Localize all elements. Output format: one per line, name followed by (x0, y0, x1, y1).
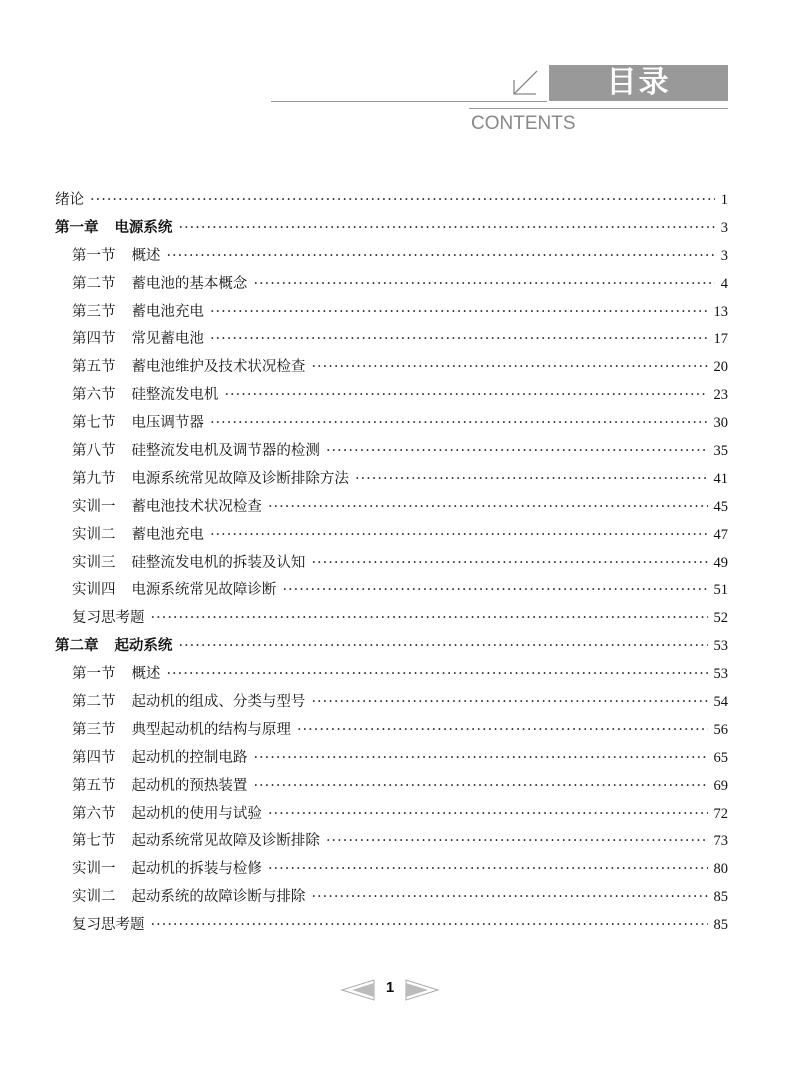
toc-entry-title: 蓄电池的基本概念 (131, 275, 248, 292)
page-footer (340, 977, 440, 1003)
leader-dots (311, 694, 707, 710)
toc-entry-title: 蓄电池维护及技术状况检查 (131, 359, 306, 376)
leader-dots (210, 415, 708, 431)
toc-entry-label: 实训三 (72, 554, 116, 571)
leader-dots (355, 471, 708, 487)
toc-entry-page: 45 (713, 498, 728, 515)
leader-dots (151, 917, 708, 933)
toc-entry[interactable] (55, 327, 728, 355)
toc-entry-page: 52 (713, 610, 728, 627)
toc-entry[interactable] (55, 746, 728, 774)
toc-entry-label: 第三节 (72, 721, 116, 738)
toc-entry[interactable] (55, 718, 728, 746)
toc-entry-page: 72 (713, 805, 728, 822)
toc-entry-page: 69 (713, 777, 728, 794)
toc-entry[interactable] (55, 355, 728, 383)
leader-dots (178, 638, 707, 654)
toc-entry-title: 起动机的组成、分类与型号 (131, 694, 306, 711)
toc-entry-label: 第四节 (72, 749, 116, 766)
toc-entry-title: 常见蓄电池 (131, 331, 204, 348)
toc-entry-label: 第二节 (72, 275, 116, 292)
toc-entry-page: 35 (713, 443, 728, 460)
leader-dots (151, 610, 708, 626)
page-subtitle: CONTENTS (471, 113, 576, 134)
leader-dots (210, 304, 708, 320)
toc-entry-label: 第七节 (72, 833, 116, 850)
toc-entry-label: 第六节 (72, 805, 116, 822)
leader-dots (166, 248, 714, 264)
leader-dots (311, 889, 707, 905)
arrow-decoration-icon (510, 68, 540, 98)
toc-entry-label: 第一章 (55, 218, 99, 236)
toc-entry[interactable] (55, 634, 728, 662)
toc-entry-title: 电源系统常见故障及诊断排除方法 (131, 470, 349, 487)
toc-entry-page: 49 (713, 554, 728, 571)
toc-entry-page: 56 (713, 721, 728, 738)
toc-entry-label: 第二节 (72, 694, 116, 711)
leader-dots (268, 499, 708, 515)
toc-entry[interactable] (55, 802, 728, 830)
toc-entry-title: 电源系统常见故障诊断 (131, 582, 277, 599)
leader-dots (224, 387, 707, 403)
leader-dots (253, 276, 714, 292)
header-divider (271, 101, 547, 102)
toc-entry-page: 17 (713, 331, 728, 348)
toc-entry-label: 实训四 (72, 582, 116, 599)
toc-entry-page: 85 (713, 889, 728, 906)
toc-entry-page: 80 (713, 861, 728, 878)
toc-entry[interactable] (55, 551, 728, 579)
toc-entry-title: 起动系统常见故障及诊断排除 (131, 833, 320, 850)
toc-entry[interactable] (55, 383, 728, 411)
toc-entry-label: 第二章 (55, 637, 99, 655)
table-of-contents (55, 188, 728, 941)
toc-entry-title: 起动系统的故障诊断与排除 (131, 889, 306, 906)
toc-entry-title: 概述 (131, 666, 161, 683)
toc-entry[interactable] (55, 244, 728, 272)
toc-entry-title: 概述 (131, 247, 161, 264)
toc-entry-title: 起动机的拆装与检修 (131, 861, 262, 878)
toc-entry-label: 第三节 (72, 303, 116, 320)
header-divider-lower (469, 108, 728, 109)
leader-dots (90, 192, 715, 208)
toc-entry-label: 第七节 (72, 415, 116, 432)
toc-entry-label: 实训二 (72, 889, 116, 906)
toc-entry-page: 54 (713, 694, 728, 711)
toc-entry[interactable] (55, 188, 728, 216)
toc-entry-title: 硅整流发电机的拆装及认知 (131, 554, 306, 571)
toc-entry[interactable] (55, 495, 728, 523)
toc-entry-title: 电源系统 (114, 218, 173, 236)
toc-entry[interactable] (55, 885, 728, 913)
toc-entry-label: 第五节 (72, 359, 116, 376)
toc-entry[interactable] (55, 829, 728, 857)
toc-entry[interactable] (55, 439, 728, 467)
leader-dots (253, 750, 707, 766)
toc-entry-label: 第八节 (72, 443, 116, 460)
page-number: 1 (385, 979, 395, 996)
toc-entry-label: 复习思考题 (72, 610, 145, 627)
toc-entry-page: 3 (720, 219, 728, 236)
leader-dots (210, 331, 708, 347)
toc-entry-page: 51 (713, 582, 728, 599)
toc-entry-label: 第四节 (72, 331, 116, 348)
leader-dots (282, 582, 707, 598)
toc-entry-page: 1 (720, 192, 728, 208)
toc-entry-page: 3 (720, 247, 728, 264)
toc-entry-label: 第五节 (72, 777, 116, 794)
toc-entry-label: 实训一 (72, 498, 116, 515)
toc-entry-title: 蓄电池技术状况检查 (131, 498, 262, 515)
toc-entry-label: 第一节 (72, 666, 116, 683)
toc-entry[interactable] (55, 578, 728, 606)
toc-entry-page: 4 (720, 275, 728, 292)
toc-entry-page: 53 (713, 666, 728, 683)
leader-dots (311, 359, 707, 375)
toc-entry-label: 实训二 (72, 526, 116, 543)
toc-entry[interactable] (55, 216, 728, 244)
toc-entry-page: 23 (713, 387, 728, 404)
toc-entry-title: 硅整流发电机及调节器的检测 (131, 443, 320, 460)
toc-entry[interactable] (55, 857, 728, 885)
toc-entry-label: 绪论 (55, 192, 84, 208)
toc-entry-page: 65 (713, 749, 728, 766)
toc-entry-title: 硅整流发电机 (131, 387, 219, 404)
toc-entry-title: 起动机的预热装置 (131, 777, 248, 794)
toc-entry[interactable] (55, 606, 728, 634)
toc-entry-page: 13 (713, 303, 728, 320)
toc-entry[interactable] (55, 467, 728, 495)
toc-entry[interactable] (55, 913, 728, 941)
leader-dots (326, 833, 708, 849)
toc-entry[interactable] (55, 662, 728, 690)
toc-entry-page: 85 (713, 917, 728, 934)
page-title: 目录 (549, 65, 728, 101)
toc-entry-label: 第六节 (72, 387, 116, 404)
toc-entry-label: 实训一 (72, 861, 116, 878)
toc-entry-title: 起动机的使用与试验 (131, 805, 262, 822)
toc-entry-page: 30 (713, 415, 728, 432)
toc-entry-title: 起动系统 (114, 637, 173, 655)
toc-entry-title: 蓄电池充电 (131, 303, 204, 320)
toc-entry-page: 20 (713, 359, 728, 376)
toc-entry[interactable] (55, 272, 728, 300)
toc-entry[interactable] (55, 300, 728, 328)
leader-dots (253, 778, 707, 794)
toc-entry[interactable] (55, 411, 728, 439)
toc-entry-title: 典型起动机的结构与原理 (131, 721, 291, 738)
leader-dots (326, 443, 708, 459)
leader-dots (178, 220, 714, 236)
toc-entry[interactable] (55, 774, 728, 802)
leader-dots (210, 527, 708, 543)
toc-entry-title: 蓄电池充电 (131, 526, 204, 543)
toc-entry[interactable] (55, 523, 728, 551)
toc-entry-page: 41 (713, 470, 728, 487)
leader-dots (297, 722, 708, 738)
toc-entry[interactable] (55, 690, 728, 718)
toc-entry-title: 起动机的控制电路 (131, 749, 248, 766)
toc-entry-page: 47 (713, 526, 728, 543)
toc-entry-title: 电压调节器 (131, 415, 204, 432)
toc-entry-label: 第九节 (72, 470, 116, 487)
toc-entry-page: 73 (713, 833, 728, 850)
leader-dots (268, 806, 708, 822)
leader-dots (268, 861, 708, 877)
toc-entry-page: 53 (713, 638, 728, 655)
toc-entry-label: 复习思考题 (72, 917, 145, 934)
toc-entry-label: 第一节 (72, 247, 116, 264)
leader-dots (311, 555, 707, 571)
leader-dots (166, 666, 707, 682)
